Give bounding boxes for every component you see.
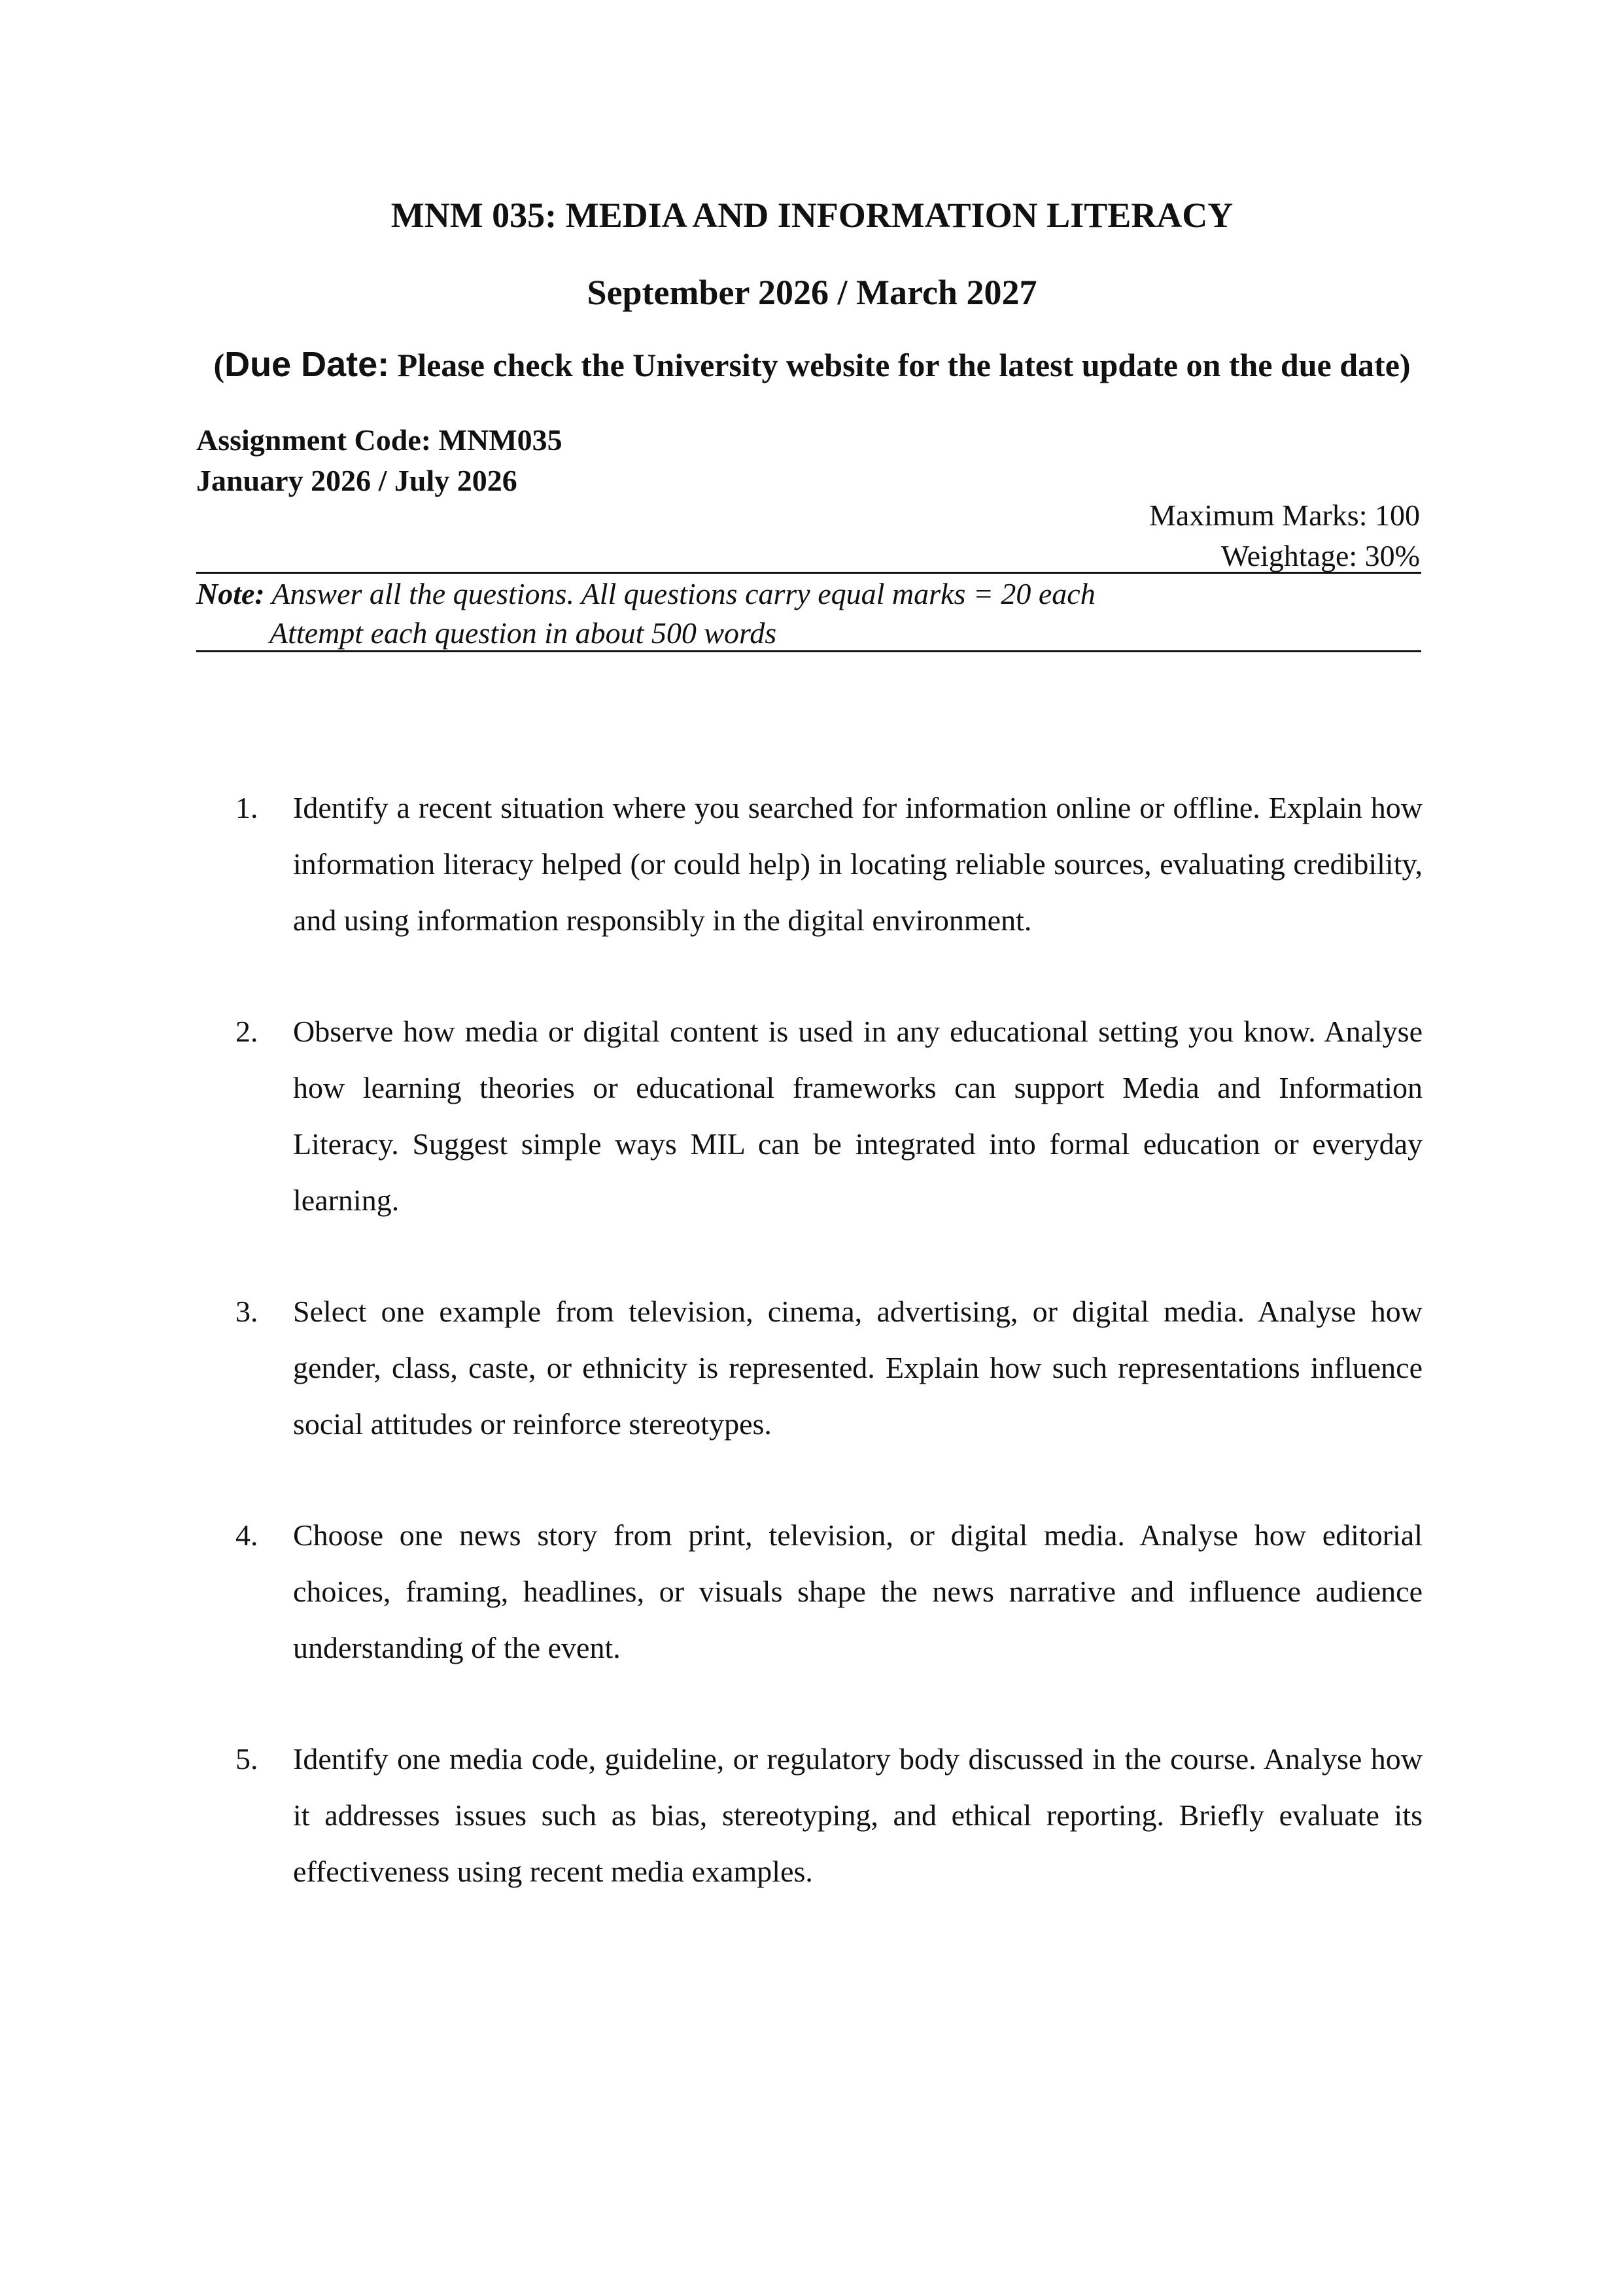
due-date-line [0,344,1624,385]
note-top-divider [196,572,1421,574]
question-text: Observe how media or digital content is used in any educational setting you know. Analyse how learning theories or educational frameworks can support Media and Information Literacy. Suggest simple ways MIL can be integrated into formal education or everyday learning. [293,1015,1423,1217]
weightage: Weightage: 30% [1220,539,1420,572]
note-line-1 [196,574,1096,614]
question-item [235,1284,1423,1452]
due-open-paren: ( [213,347,225,383]
question-list [235,780,1423,1955]
note-block [196,574,1096,653]
maximum-marks: Maximum Marks: 100 [1149,499,1420,532]
page-title: MNM 035: MEDIA AND INFORMATION LITERACY [390,196,1234,235]
question-number: 4. [235,1518,258,1552]
question-text: Identify a recent situation where you searched for information online or offline. Explain how information literacy helped (or could help) in locating reliable sources, evaluating credibility, and using information responsibly in the digital environment. [293,791,1423,937]
question-item [235,1731,1423,1900]
note-text: Answer all the questions. All questions carry equal marks = 20 each [264,577,1096,610]
note-bottom-divider [196,650,1421,652]
session-heading: September 2026 / March 2027 [587,273,1037,312]
question-number: 5. [235,1742,258,1776]
note-label: Note: [196,577,265,610]
question-text: Choose one news story from print, television, or digital media. Analyse how editorial choices, framing, headlines, or visuals shape the news narrative and influence audience understanding of the event. [293,1518,1423,1664]
question-number: 1. [235,791,258,824]
question-item [235,1004,1423,1229]
question-text: Select one example from television, cinema, advertising, or digital media. Analyse how gender, class, caste, or ethnicity is represented. Explain how such representations influence social attitudes or reinforce stereotypes. [293,1295,1423,1441]
question-item [235,1507,1423,1676]
question-number: 2. [235,1015,258,1048]
question-text: Identify one media code, guideline, or regulatory body discussed in the course. Analyse how it addresses issues such as bias, stereotyping, and ethical reporting. Briefly evaluate its effectiveness using recent media examples. [293,1742,1423,1888]
marks-info [1149,495,1420,576]
due-date-text: Please check the University website for the latest update on the due date) [389,347,1411,383]
question-number: 3. [235,1295,258,1328]
assignment-period: January 2026 / July 2026 [196,464,517,497]
assignment-code: Assignment Code: MNM035 [196,423,562,457]
question-item [235,780,1423,949]
due-date-label: Due Date: [224,345,390,384]
assignment-info [196,420,562,501]
note-line-2: Attempt each question in about 500 words [269,616,777,650]
